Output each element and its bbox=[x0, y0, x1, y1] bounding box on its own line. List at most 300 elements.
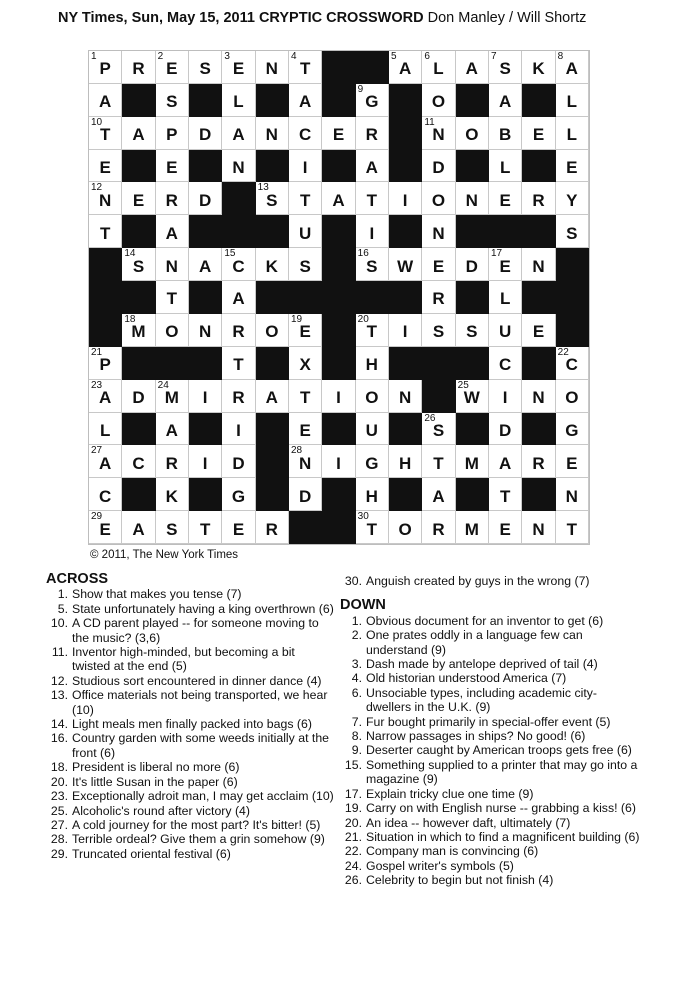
grid-block bbox=[322, 478, 355, 511]
clue-number: 4. bbox=[351, 671, 362, 686]
cell-letter: E bbox=[532, 125, 545, 145]
cell-letter: A bbox=[499, 92, 512, 112]
cell-letter: L bbox=[433, 59, 444, 79]
grid-cell[interactable] bbox=[89, 478, 122, 511]
grid-cell[interactable] bbox=[556, 478, 589, 511]
cell-letter: A bbox=[465, 59, 478, 79]
cell-letter: E bbox=[499, 190, 511, 210]
grid-block bbox=[222, 182, 255, 215]
grid-cell[interactable] bbox=[489, 84, 522, 117]
grid-cell[interactable] bbox=[89, 347, 122, 380]
across-clue[interactable] bbox=[46, 674, 336, 688]
grid-block bbox=[389, 347, 422, 380]
grid-cell[interactable] bbox=[156, 281, 189, 314]
grid-cell[interactable] bbox=[289, 117, 322, 150]
grid-cell[interactable] bbox=[156, 182, 189, 215]
grid-cell[interactable] bbox=[422, 445, 455, 478]
grid-cell[interactable] bbox=[389, 182, 422, 215]
cell-letter: G bbox=[565, 420, 579, 440]
clue-text: Narrow passages in ships? No good! (6) bbox=[366, 729, 586, 744]
cell-letter: S bbox=[566, 223, 578, 243]
grid-cell[interactable] bbox=[256, 511, 289, 544]
grid-block bbox=[289, 281, 322, 314]
clue-number: 30 bbox=[357, 511, 369, 523]
cell-letter: T bbox=[366, 519, 378, 539]
clue-number: 8 bbox=[557, 51, 564, 62]
grid-block bbox=[389, 413, 422, 446]
grid-cell[interactable] bbox=[256, 182, 289, 215]
grid-cell[interactable] bbox=[556, 413, 589, 446]
grid-cell[interactable] bbox=[122, 314, 155, 347]
grid-cell[interactable] bbox=[556, 445, 589, 478]
grid-cell[interactable] bbox=[289, 478, 322, 511]
grid-block bbox=[189, 215, 222, 248]
clue-text: State unfortunately having a king overthrown (6) bbox=[72, 601, 334, 616]
grid-cell[interactable] bbox=[422, 314, 455, 347]
cell-letter: N bbox=[299, 453, 312, 473]
clue-text: Situation in which to find a magnificent building (6) bbox=[366, 829, 640, 844]
clue-text: A cold journey for the most part? It's bitter! (5) bbox=[72, 817, 321, 832]
grid-block bbox=[556, 248, 589, 281]
clue-number: 4 bbox=[290, 51, 297, 62]
cell-letter: S bbox=[432, 420, 445, 440]
grid-cell[interactable] bbox=[456, 445, 489, 478]
grid-cell[interactable] bbox=[489, 413, 522, 446]
grid-cell[interactable] bbox=[356, 511, 389, 544]
grid-cell[interactable] bbox=[389, 380, 422, 413]
cell-letter: E bbox=[232, 59, 245, 79]
grid-block bbox=[256, 347, 289, 380]
grid-cell[interactable] bbox=[222, 281, 255, 314]
grid-cell[interactable] bbox=[189, 511, 222, 544]
grid-cell[interactable] bbox=[89, 380, 122, 413]
grid-block bbox=[256, 478, 289, 511]
across-clue[interactable] bbox=[46, 775, 336, 789]
grid-cell[interactable] bbox=[222, 511, 255, 544]
down-clue[interactable] bbox=[340, 686, 640, 715]
grid-block bbox=[322, 248, 355, 281]
cell-letter: D bbox=[232, 453, 245, 473]
clue-number: 6 bbox=[424, 51, 430, 62]
grid-cell[interactable] bbox=[256, 117, 289, 150]
grid-cell[interactable] bbox=[156, 84, 189, 117]
grid-cell[interactable] bbox=[89, 117, 122, 150]
clue-text: Light meals men finally packed into bags (6) bbox=[72, 717, 312, 732]
grid-cell[interactable] bbox=[489, 314, 522, 347]
grid-cell[interactable] bbox=[356, 117, 389, 150]
grid-cell[interactable] bbox=[422, 281, 455, 314]
grid-cell[interactable] bbox=[489, 150, 522, 183]
grid-block bbox=[122, 347, 155, 380]
grid-block bbox=[322, 150, 355, 183]
grid-cell[interactable] bbox=[122, 380, 155, 413]
down-clue[interactable] bbox=[340, 628, 640, 657]
grid-block bbox=[389, 117, 422, 150]
down-clue[interactable] bbox=[340, 873, 640, 887]
grid-cell[interactable] bbox=[456, 51, 489, 84]
grid-cell[interactable] bbox=[289, 314, 322, 347]
down-clue[interactable] bbox=[340, 816, 640, 830]
grid-cell[interactable] bbox=[356, 413, 389, 446]
grid-cell[interactable] bbox=[189, 51, 222, 84]
grid-block bbox=[189, 84, 222, 117]
down-clue[interactable] bbox=[340, 859, 640, 873]
cell-letter: P bbox=[166, 125, 178, 145]
clue-text: It's little Susan in the paper (6) bbox=[72, 774, 238, 789]
clue-text: Company man is convincing (6) bbox=[366, 844, 539, 859]
cell-letter: P bbox=[99, 59, 111, 79]
across-clue[interactable] bbox=[340, 574, 640, 588]
grid-cell[interactable] bbox=[522, 511, 555, 544]
across-clue[interactable] bbox=[46, 587, 336, 601]
cell-letter: S bbox=[299, 256, 311, 276]
grid-cell[interactable] bbox=[89, 150, 122, 183]
grid-block bbox=[322, 511, 355, 544]
grid-block bbox=[189, 478, 222, 511]
puzzle-header bbox=[58, 10, 586, 26]
clue-text: Inventor high-minded, but becoming a bit twisted at the end (5) bbox=[72, 645, 295, 674]
clue-text: Gospel writer's symbols (5) bbox=[366, 858, 514, 873]
cell-letter: W bbox=[463, 388, 480, 408]
grid-block bbox=[422, 380, 455, 413]
grid-cell[interactable] bbox=[189, 248, 222, 281]
grid-cell[interactable] bbox=[422, 51, 455, 84]
grid-cell[interactable] bbox=[156, 150, 189, 183]
cell-letter: O bbox=[565, 388, 579, 408]
grid-cell[interactable] bbox=[522, 117, 555, 150]
cell-letter: A bbox=[432, 486, 445, 506]
clue-text: President is liberal no more (6) bbox=[72, 760, 240, 775]
grid-cell[interactable] bbox=[422, 117, 455, 150]
grid-cell[interactable] bbox=[89, 215, 122, 248]
grid-cell[interactable] bbox=[222, 248, 255, 281]
clue-number: 21 bbox=[91, 346, 103, 358]
grid-cell[interactable] bbox=[289, 445, 322, 478]
grid-block bbox=[322, 51, 355, 84]
clue-number: 6. bbox=[351, 685, 362, 700]
cell-letter: S bbox=[132, 256, 145, 276]
grid-cell[interactable] bbox=[456, 511, 489, 544]
cell-letter: B bbox=[499, 125, 512, 145]
cell-letter: M bbox=[464, 453, 479, 473]
clue-number: 14. bbox=[50, 717, 68, 732]
clue-number: 28 bbox=[290, 445, 303, 457]
grid-cell[interactable] bbox=[556, 380, 589, 413]
grid-cell[interactable] bbox=[289, 347, 322, 380]
grid-cell[interactable] bbox=[156, 478, 189, 511]
grid-cell[interactable] bbox=[256, 248, 289, 281]
grid-cell[interactable] bbox=[456, 182, 489, 215]
across-clue[interactable] bbox=[46, 717, 336, 731]
grid-cell[interactable] bbox=[156, 314, 189, 347]
grid-cell[interactable] bbox=[456, 314, 489, 347]
grid-block bbox=[322, 215, 355, 248]
across-clue[interactable] bbox=[46, 645, 336, 674]
cell-letter: N bbox=[99, 190, 112, 210]
down-clue[interactable] bbox=[340, 801, 640, 815]
grid-cell[interactable] bbox=[289, 150, 322, 183]
grid-cell[interactable] bbox=[522, 248, 555, 281]
grid-cell[interactable] bbox=[156, 51, 189, 84]
across-clue[interactable] bbox=[46, 688, 336, 717]
grid-cell[interactable] bbox=[222, 314, 255, 347]
cell-letter: A bbox=[99, 388, 112, 408]
grid-block bbox=[122, 413, 155, 446]
grid-cell[interactable] bbox=[356, 150, 389, 183]
grid-cell[interactable] bbox=[89, 445, 122, 478]
grid-cell[interactable] bbox=[189, 117, 222, 150]
grid-cell[interactable] bbox=[289, 215, 322, 248]
grid-cell[interactable] bbox=[556, 182, 589, 215]
down-clue[interactable] bbox=[340, 787, 640, 801]
grid-cell[interactable] bbox=[222, 478, 255, 511]
cell-letter: R bbox=[232, 322, 245, 342]
cell-letter: N bbox=[432, 125, 445, 145]
grid-cell[interactable] bbox=[89, 84, 122, 117]
down-clue[interactable] bbox=[340, 614, 640, 628]
grid-cell[interactable] bbox=[522, 445, 555, 478]
across-clue[interactable] bbox=[46, 832, 336, 846]
grid-cell[interactable] bbox=[322, 182, 355, 215]
grid-block bbox=[156, 347, 189, 380]
cell-letter: O bbox=[431, 190, 446, 210]
grid-block bbox=[322, 314, 355, 347]
grid-cell[interactable] bbox=[122, 445, 155, 478]
down-clue[interactable] bbox=[340, 830, 640, 844]
cell-letter: W bbox=[397, 256, 414, 276]
grid-cell[interactable] bbox=[356, 182, 389, 215]
grid-cell[interactable] bbox=[489, 445, 522, 478]
grid-cell[interactable] bbox=[356, 248, 389, 281]
grid-cell[interactable] bbox=[156, 445, 189, 478]
grid-cell[interactable] bbox=[489, 281, 522, 314]
cell-letter: L bbox=[566, 125, 578, 145]
down-clue[interactable] bbox=[340, 715, 640, 729]
grid-cell[interactable] bbox=[122, 117, 155, 150]
grid-cell[interactable] bbox=[89, 51, 122, 84]
grid-cell[interactable] bbox=[256, 51, 289, 84]
grid-block bbox=[322, 84, 355, 117]
cell-letter: E bbox=[166, 158, 178, 178]
grid-cell[interactable] bbox=[289, 51, 322, 84]
clue-number: 19. bbox=[344, 801, 362, 816]
across-clue[interactable] bbox=[46, 847, 336, 861]
down-clue[interactable] bbox=[340, 657, 640, 671]
grid-cell[interactable] bbox=[456, 380, 489, 413]
cell-letter: R bbox=[432, 289, 445, 309]
grid-cell[interactable] bbox=[322, 380, 355, 413]
cell-letter: R bbox=[532, 190, 545, 210]
clue-text: Fur bought primarily in special-offer event (5) bbox=[366, 714, 611, 729]
clue-number: 21. bbox=[344, 829, 362, 844]
grid-cell[interactable] bbox=[356, 215, 389, 248]
grid-cell[interactable] bbox=[222, 413, 255, 446]
clue-number: 23 bbox=[91, 379, 103, 391]
grid-cell[interactable] bbox=[489, 478, 522, 511]
grid-block bbox=[389, 281, 422, 314]
clue-text: Studious sort encountered in dinner dance (4) bbox=[72, 673, 322, 688]
cell-letter: N bbox=[465, 190, 478, 210]
grid-cell[interactable] bbox=[89, 182, 122, 215]
cell-letter: A bbox=[365, 158, 378, 178]
grid-cell[interactable] bbox=[556, 51, 589, 84]
grid-cell[interactable] bbox=[422, 84, 455, 117]
grid-cell[interactable] bbox=[289, 182, 322, 215]
grid-cell[interactable] bbox=[156, 215, 189, 248]
grid-cell[interactable] bbox=[489, 511, 522, 544]
grid-cell[interactable] bbox=[222, 347, 255, 380]
grid-cell[interactable] bbox=[422, 478, 455, 511]
across-clue[interactable] bbox=[46, 731, 336, 760]
across-clue[interactable] bbox=[46, 789, 336, 803]
cell-letter: C bbox=[565, 355, 578, 375]
grid-cell[interactable] bbox=[222, 150, 255, 183]
grid-cell[interactable] bbox=[456, 117, 489, 150]
grid-cell[interactable] bbox=[522, 51, 555, 84]
cell-letter: L bbox=[99, 420, 111, 440]
grid-cell[interactable] bbox=[322, 445, 355, 478]
clue-number: 29 bbox=[91, 511, 103, 523]
copyright-notice: © 2011, The New York Times bbox=[90, 549, 239, 561]
grid-cell[interactable] bbox=[289, 248, 322, 281]
grid-cell[interactable] bbox=[289, 413, 322, 446]
grid-cell[interactable] bbox=[422, 248, 455, 281]
grid-cell[interactable] bbox=[156, 413, 189, 446]
cell-letter: I bbox=[202, 388, 208, 408]
cell-letter: A bbox=[165, 420, 178, 440]
clue-number: 7. bbox=[351, 714, 362, 729]
clue-number: 20. bbox=[50, 774, 68, 789]
cell-letter: A bbox=[265, 388, 278, 408]
grid-cell[interactable] bbox=[189, 314, 222, 347]
grid-cell[interactable] bbox=[389, 248, 422, 281]
grid-cell[interactable] bbox=[156, 380, 189, 413]
cell-letter: R bbox=[365, 125, 378, 145]
grid-cell[interactable] bbox=[522, 380, 555, 413]
down-clue[interactable] bbox=[340, 671, 640, 685]
grid-cell[interactable] bbox=[556, 511, 589, 544]
grid-cell[interactable] bbox=[422, 413, 455, 446]
across-clue[interactable] bbox=[46, 602, 336, 616]
grid-cell[interactable] bbox=[389, 51, 422, 84]
across-clue[interactable] bbox=[46, 616, 336, 645]
cell-letter: T bbox=[433, 453, 444, 473]
grid-cell[interactable] bbox=[456, 248, 489, 281]
grid-cell[interactable] bbox=[122, 182, 155, 215]
grid-cell[interactable] bbox=[189, 380, 222, 413]
down-clue[interactable] bbox=[340, 743, 640, 757]
clue-number: 28. bbox=[50, 832, 68, 847]
cell-letter: O bbox=[431, 92, 446, 112]
grid-cell[interactable] bbox=[422, 150, 455, 183]
cell-letter: E bbox=[99, 519, 111, 539]
cell-letter: I bbox=[302, 158, 308, 178]
grid-block bbox=[322, 413, 355, 446]
cell-letter: T bbox=[499, 486, 511, 506]
grid-cell[interactable] bbox=[122, 248, 155, 281]
grid-cell[interactable] bbox=[489, 182, 522, 215]
grid-cell[interactable] bbox=[89, 413, 122, 446]
grid-cell[interactable] bbox=[89, 511, 122, 544]
grid-cell[interactable] bbox=[222, 445, 255, 478]
grid-block bbox=[89, 281, 122, 314]
cell-letter: S bbox=[466, 322, 478, 342]
grid-cell[interactable] bbox=[556, 117, 589, 150]
grid-block bbox=[456, 215, 489, 248]
grid-cell[interactable] bbox=[222, 51, 255, 84]
cell-letter: X bbox=[299, 355, 311, 375]
grid-block bbox=[122, 215, 155, 248]
grid-cell[interactable] bbox=[389, 511, 422, 544]
cell-letter: K bbox=[265, 256, 278, 276]
grid-cell[interactable] bbox=[156, 117, 189, 150]
across-clue[interactable] bbox=[46, 818, 336, 832]
down-clue[interactable] bbox=[340, 758, 640, 787]
grid-cell[interactable] bbox=[556, 347, 589, 380]
down-clue[interactable] bbox=[340, 844, 640, 858]
grid-cell[interactable] bbox=[356, 478, 389, 511]
grid-cell[interactable] bbox=[389, 445, 422, 478]
cell-letter: N bbox=[399, 388, 412, 408]
grid-cell[interactable] bbox=[356, 445, 389, 478]
grid-cell[interactable] bbox=[222, 117, 255, 150]
across-clue[interactable] bbox=[46, 760, 336, 774]
cell-letter: E bbox=[566, 158, 578, 178]
cell-letter: P bbox=[99, 355, 111, 375]
grid-block bbox=[389, 84, 422, 117]
grid-cell[interactable] bbox=[489, 380, 522, 413]
grid-cell[interactable] bbox=[389, 314, 422, 347]
grid-cell[interactable] bbox=[189, 445, 222, 478]
grid-cell[interactable] bbox=[356, 314, 389, 347]
grid-cell[interactable] bbox=[289, 84, 322, 117]
grid-cell[interactable] bbox=[222, 380, 255, 413]
clue-number: 9. bbox=[351, 743, 362, 758]
grid-cell[interactable] bbox=[222, 84, 255, 117]
grid-cell[interactable] bbox=[356, 380, 389, 413]
grid-cell[interactable] bbox=[256, 380, 289, 413]
grid-cell[interactable] bbox=[356, 84, 389, 117]
grid-cell[interactable] bbox=[556, 150, 589, 183]
grid-cell[interactable] bbox=[122, 51, 155, 84]
grid-cell[interactable] bbox=[522, 314, 555, 347]
grid-cell[interactable] bbox=[522, 182, 555, 215]
grid-cell[interactable] bbox=[422, 215, 455, 248]
clue-text: Truncated oriental festival (6) bbox=[72, 846, 231, 861]
clue-number: 15 bbox=[224, 248, 236, 260]
grid-block bbox=[422, 347, 455, 380]
grid-cell[interactable] bbox=[422, 182, 455, 215]
grid-cell[interactable] bbox=[422, 511, 455, 544]
grid-cell[interactable] bbox=[489, 248, 522, 281]
grid-cell[interactable] bbox=[156, 511, 189, 544]
across-clue[interactable] bbox=[46, 804, 336, 818]
grid-cell[interactable] bbox=[356, 347, 389, 380]
grid-cell[interactable] bbox=[156, 248, 189, 281]
grid-cell[interactable] bbox=[322, 117, 355, 150]
grid-cell[interactable] bbox=[189, 182, 222, 215]
grid-cell[interactable] bbox=[489, 117, 522, 150]
grid-cell[interactable] bbox=[122, 511, 155, 544]
grid-cell[interactable] bbox=[556, 215, 589, 248]
grid-cell[interactable] bbox=[489, 51, 522, 84]
grid-cell[interactable] bbox=[556, 84, 589, 117]
grid-cell[interactable] bbox=[489, 347, 522, 380]
grid-cell[interactable] bbox=[289, 380, 322, 413]
grid-cell[interactable] bbox=[256, 314, 289, 347]
clue-number: 27 bbox=[91, 445, 103, 457]
down-clue[interactable] bbox=[340, 729, 640, 743]
